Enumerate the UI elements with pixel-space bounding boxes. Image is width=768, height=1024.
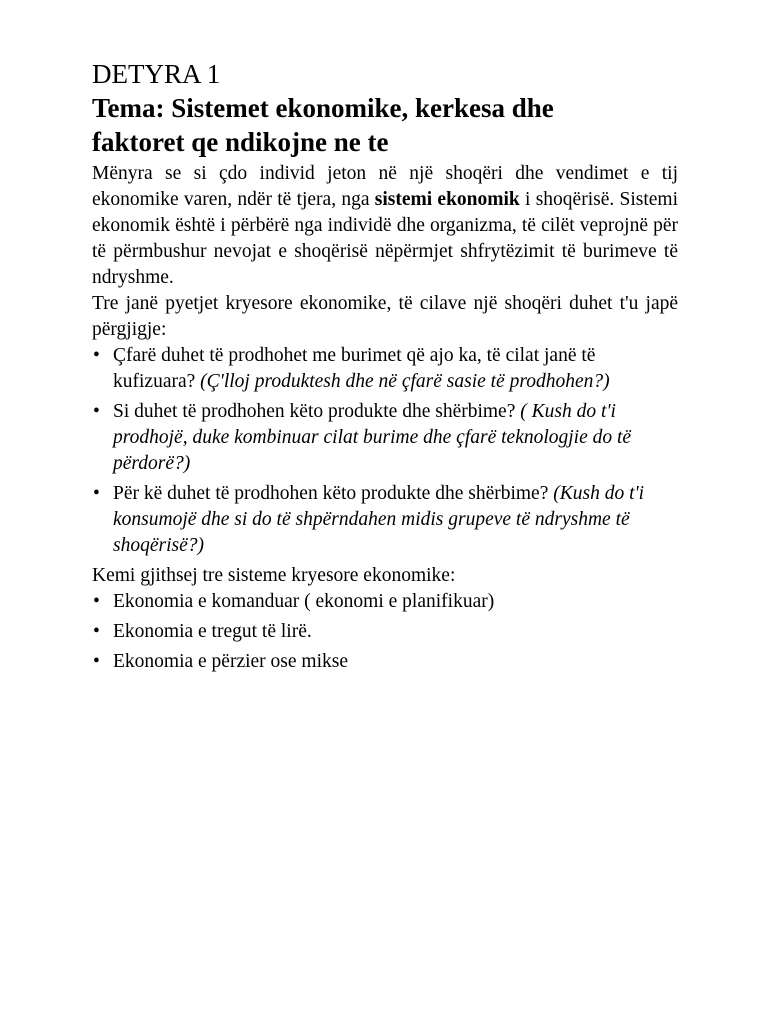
question-note: (Ç'lloj produktesh dhe në çfarë sasie të prodhohen?) (200, 371, 610, 392)
document-title: DETYRA 1 (92, 59, 221, 89)
question-note: ( Kush do t'i prodhojë, duke kombinuar cilat burime dhe çfarë teknologjie do të përdorë?) (113, 401, 632, 474)
list-item (92, 399, 678, 477)
system-text: Ekonomia e përzier ose mikse (113, 651, 348, 672)
question-text: Çfarë duhet të prodhohet me burimet që ajo ka, të cilat janë të kufizuara? (113, 345, 596, 392)
question-note: (Kush do t'i konsumojë dhe si do të shpërndahen midis grupeve të ndryshme të shoqërisë?) (113, 483, 645, 556)
system-text: Ekonomia e tregut të lirë. (113, 621, 312, 642)
bullet-icon: • (93, 651, 100, 672)
list-item (92, 649, 678, 675)
list-item (92, 589, 678, 615)
bullet-icon: • (93, 401, 100, 422)
intro-paragraph (92, 161, 678, 291)
bullet-icon: • (93, 345, 100, 366)
intro-text-start: Mënyra se si çdo individ jeton në një shoqëri dhe vendimet e tij ekonomike varen, ndër të tjera, nga (92, 163, 678, 210)
system-text: Ekonomia e komanduar ( ekonomi e planifikuar) (113, 591, 495, 612)
bullet-icon: • (93, 483, 100, 504)
intro-bold-term: sistemi ekonomik (374, 189, 520, 210)
question-text: Për kë duhet të prodhohen këto produkte dhe shërbime? (113, 483, 554, 504)
document-subtitle: Tema: Sistemet ekonomike, kerkesa dhe faktoret qe ndikojne ne te (92, 93, 554, 157)
systems-intro: Kemi gjithsej tre sisteme kryesore ekonomike: (92, 565, 456, 586)
bullet-icon: • (93, 591, 100, 612)
list-item (92, 343, 678, 395)
bullet-icon: • (93, 621, 100, 642)
question-text: Si duhet të prodhohen këto produkte dhe shërbime? (113, 401, 521, 422)
list-item (92, 619, 678, 645)
list-item (92, 481, 678, 559)
systems-list (92, 589, 692, 675)
document-page (92, 58, 692, 679)
questions-list (92, 343, 692, 559)
intro-text-end: i shoqërisë. Sistemi ekonomik është i përbërë nga individë dhe organizma, të cilët veprojnë për të përmbushur nevojat e shoqërisë nëpërmjet shfrytëzimit të burimeve të ndryshme. (92, 189, 679, 288)
questions-intro: Tre janë pyetjet kryesore ekonomike, të cilave një shoqëri duhet t'u japë përgjigje: (92, 293, 678, 340)
